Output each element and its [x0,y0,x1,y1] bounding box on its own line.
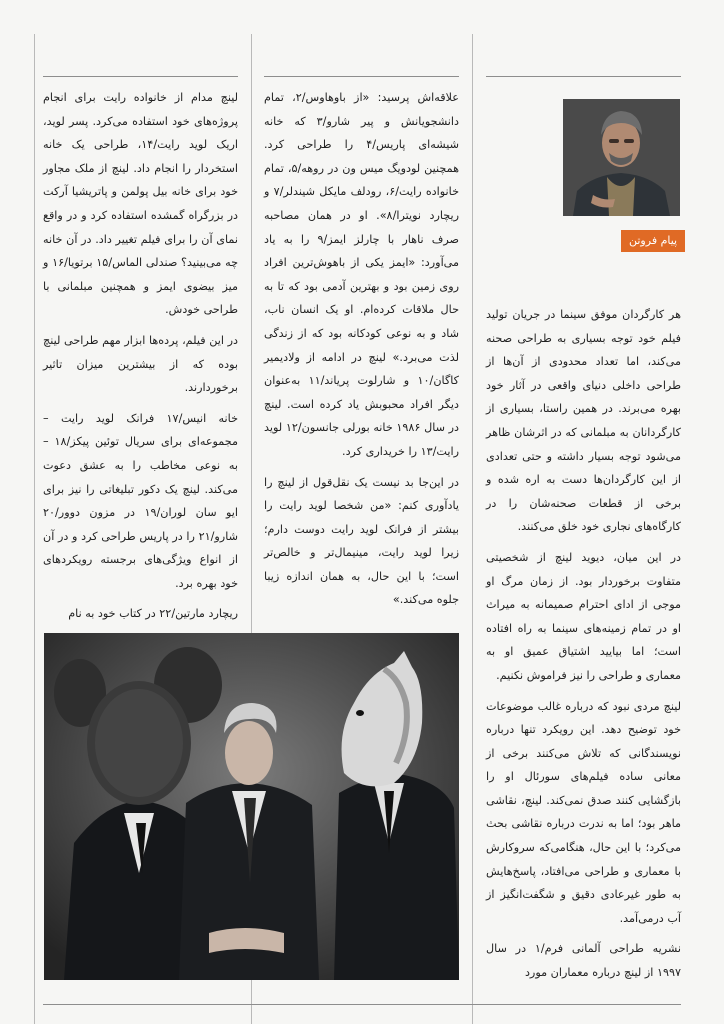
paragraph [486,546,681,688]
page-bottom-rule [43,1004,681,1005]
left-text-2: در این فیلم، پرده‌ها ابزار مهم طراحی لینچ بوده که از بیشترین میزان تاثیر برخوردارند. [43,333,238,395]
middle-column [264,86,459,619]
right-text-1: هر کارگردان موفق سینما در جریان تولید فیلم خود توجه بسیاری به طراحی صحنه می‌کند، اما تعداد محدودی از آن‌ها از طراحی داخلی دنیای واقعی در آثار خود بهره می‌برند. در همین راستا، بسیاری از کارگردانان به مبلمانی که در اثرشان ظاهر می‌شود توجه بسیار داشته و حتی تعدادی از این کارگردان‌ها دست به اره شده و برخی از قطعات صحنه‌شان را در کارگاه‌های نجاری خود خلق می‌کنند. [486,308,681,534]
left-text-4: ریچارد مارتین/۲۲ در کتاب خود به نام [68,607,238,621]
author-name-tag: پیام فروتن [621,230,685,252]
column-rule [472,34,473,1024]
column-top-rule [264,76,459,77]
paragraph [43,86,238,322]
paragraph [486,695,681,931]
feature-photo [44,633,459,980]
column-rule [34,34,35,1024]
paragraph [264,86,459,464]
right-text-4: نشریه طراحی آلمانی فرم/۱ در سال ۱۹۹۷ از لینچ درباره معماران مورد [486,942,681,980]
right-column [486,303,681,992]
left-column [43,86,238,633]
author-photo [563,99,680,216]
paragraph [264,471,459,613]
paragraph [43,407,238,596]
paragraph [43,602,238,626]
paragraph [43,329,238,400]
paragraph [486,937,681,984]
column-top-rule [486,76,681,77]
right-text-2: در این میان، دیوید لینچ از شخصیتی متفاوت برخوردار بود. از زمان مرگ او موجی از ادای احترام صمیمانه به میراث او در تمام زمینه‌های سینما به راه افتاده است؛ اما بیایید اشتیاق عمیق او به معماری و طراحی را نیز فراموش نکنیم. [486,550,681,682]
left-text-3: خانه انیس/۱۷ فرانک لوید رایت – مجموعه‌ای برای سریال توئین پیکز/۱۸ – به نوعی مخاطب را به عشق دعوت می‌کند. لینچ یک دکور تبلیغاتی را نیز برای ایو سان لوران/۱۹ در مزون دوور/۲۰ شارو/۲۱ را در پاریس طراحی کرد و در آن از انواع ویژگی‌های برجسته رویکردهای خود بهره برد. [43,411,239,590]
middle-text-2: در این‌جا بد نیست یک نقل‌قول از لینچ را یادآوری کنم: «من شخصا لوید رایت را بیشتر از فرانک لوید رایت دوست دارم؛ زیرا لوید رایت، مینیمال‌تر و خالص‌تر است؛ با این حال، به همان اندازه زیبا جلوه می‌کند.» [264,475,459,607]
right-text-3: لینچ مردی نبود که درباره غالب موضوعات خود توضیح دهد. این رویکرد تنها درباره نویسندگانی که تلاش می‌کنند برخی از معانی ساده فیلم‌های سورئال او را بازگشایی کنند صدق نمی‌کند. لینچ، نقاشی ماهر بود؛ اما به ندرت درباره نقاشی بحث می‌کرد؛ با این حال، هنگامی‌که سروکارش با معماری و طراحی می‌افتاد، پاسخ‌هایش به طور غیرعادی دقیق و شگفت‌انگیز از آب درمی‌آمد. [486,699,681,925]
column-top-rule [43,76,238,77]
middle-text-1: علاقه‌اش پرسید: «از باوهاوس/۲، تمام دانشجویانش و پیر شارو/۳ که خانه شیشه‌ای پاریس/۴ را طراحی کرد. همچنین لودویگ میس ون در روهه/۵، تمام خانواده رایت/۶، رودلف مایکل شیندلر/۷ و ریچارد نویترا/۸». او در همان مصاحبه صرف ناهار با چارلز ایمز/۹ را به یاد می‌آورد: «ایمز یکی از باهوش‌ترین افراد روی زمین بود و بهترین آدمی بود که تا به حال ملاقات کرده‌ام. او یک انسان ناب، شاد و به نوعی کودکانه بود که از زندگی لذت می‌برد.» لینچ در ادامه از ولادیمیر کاگان/۱۰ و شارلوت پریاند/۱۱ به‌عنوان دیگر افراد محبوبش یاد کرده است. لینچ در سال ۱۹۸۶ خانه بورلی جانسون/۱۲ لوید رایت/۱۳ را خریداری کرد. [264,91,460,458]
left-text-1: لینچ مدام از خانواده رایت برای انجام پروژه‌های خود استفاده می‌کرد. پسر لوید، اریک لوید رایت/۱۴، طراحی یک خانه استخردار را انجام داد. لینچ از ملک مجاور خود برای خانه بیل پولمن و پاتریشیا آرکت در بزرگراه گمشده استفاده کرد و در واقع نمای آن را برای فیلم تغییر داد. در آن خانه چه می‌بینید؟ صندلی الماس/۱۵ برتویا/۱۶ و میز بیضوی ایمز و همچنین مبلمانی با طراحی خودش. [43,91,238,317]
paragraph [486,303,681,539]
